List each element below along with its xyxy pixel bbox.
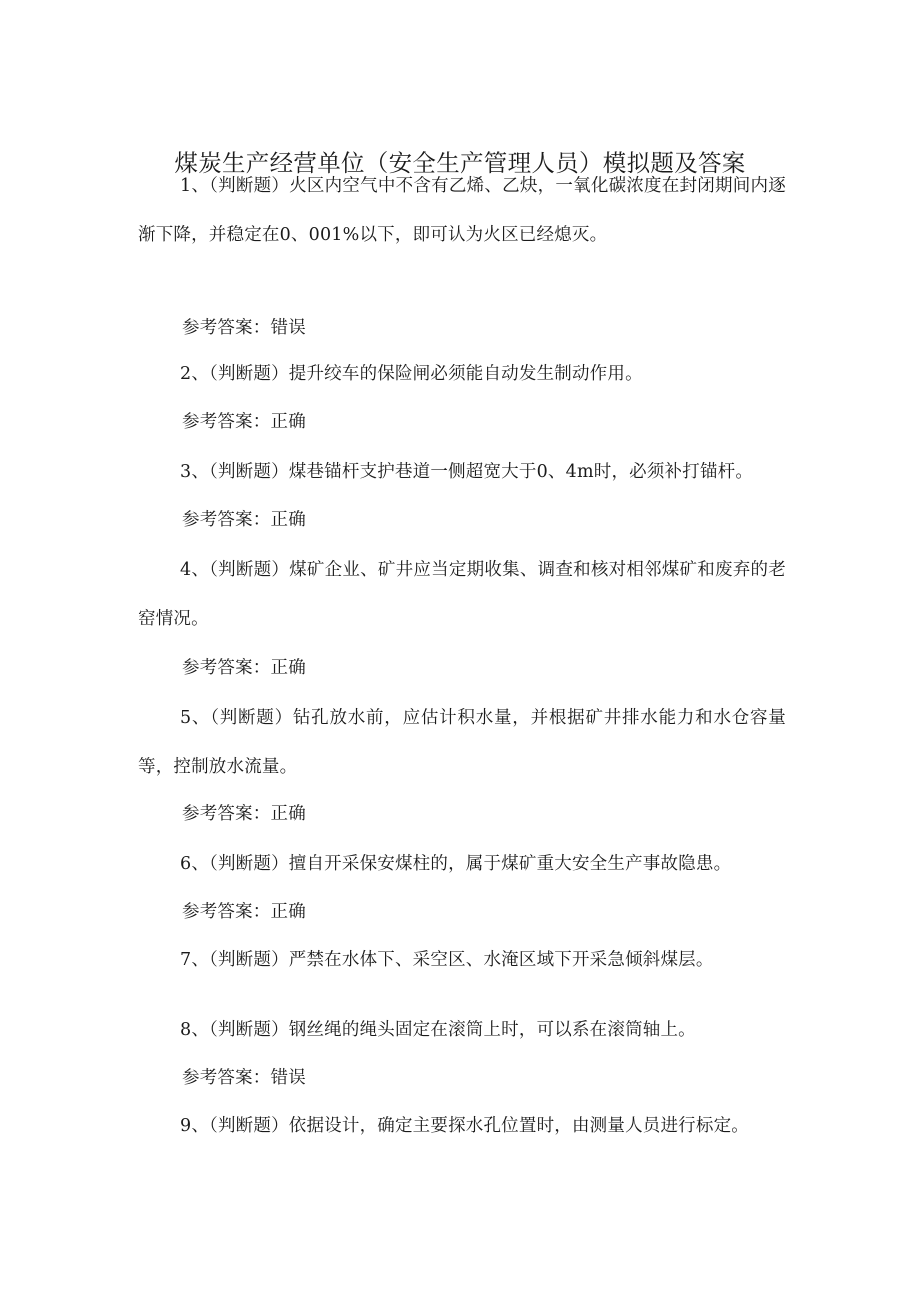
question-7: 7、（判断题）严禁在水体下、采空区、水淹区域下开采急倾斜煤层。 (180, 950, 714, 970)
question-9: 9、（判断题）依据设计，确定主要探水孔位置时，由测量人员进行标定。 (180, 1116, 749, 1136)
answer-4: 参考答案：正确 (182, 658, 306, 678)
question-4: 4、（判断题）煤矿企业、矿井应当定期收集、调查和核对相邻煤矿和废弃的老窑情况。 (138, 560, 786, 629)
question-8: 8、（判断题）钢丝绳的绳头固定在滚筒上时，可以系在滚筒轴上。 (180, 1020, 696, 1040)
question-1: 1、（判断题）火区内空气中不含有乙烯、乙炔，一氧化碳浓度在封闭期间内逐渐下降，并稳定在0、001%以下，即可认为火区已经熄灭。 (138, 176, 786, 245)
answer-3: 参考答案：正确 (182, 510, 306, 530)
answer-6: 参考答案：正确 (182, 902, 306, 922)
answer-5: 参考答案：正确 (182, 804, 306, 824)
question-6: 6、（判断题）擅自开采保安煤柱的，属于煤矿重大安全生产事故隐患。 (180, 854, 732, 874)
document-title: 煤炭生产经营单位（安全生产管理人员）模拟题及答案 (174, 149, 746, 177)
question-2: 2、（判断题）提升绞车的保险闸必须能自动发生制动作用。 (180, 364, 643, 384)
question-5: 5、（判断题）钻孔放水前，应估计积水量，并根据矿井排水能力和水仓容量等，控制放水流量。 (138, 708, 786, 777)
answer-2: 参考答案：正确 (182, 412, 306, 432)
answer-1: 参考答案：错误 (182, 318, 306, 338)
question-3: 3、（判断题）煤巷锚杆支护巷道一侧超宽大于0、4m时，必须补打锚杆。 (180, 462, 754, 482)
answer-8: 参考答案：错误 (182, 1068, 306, 1088)
